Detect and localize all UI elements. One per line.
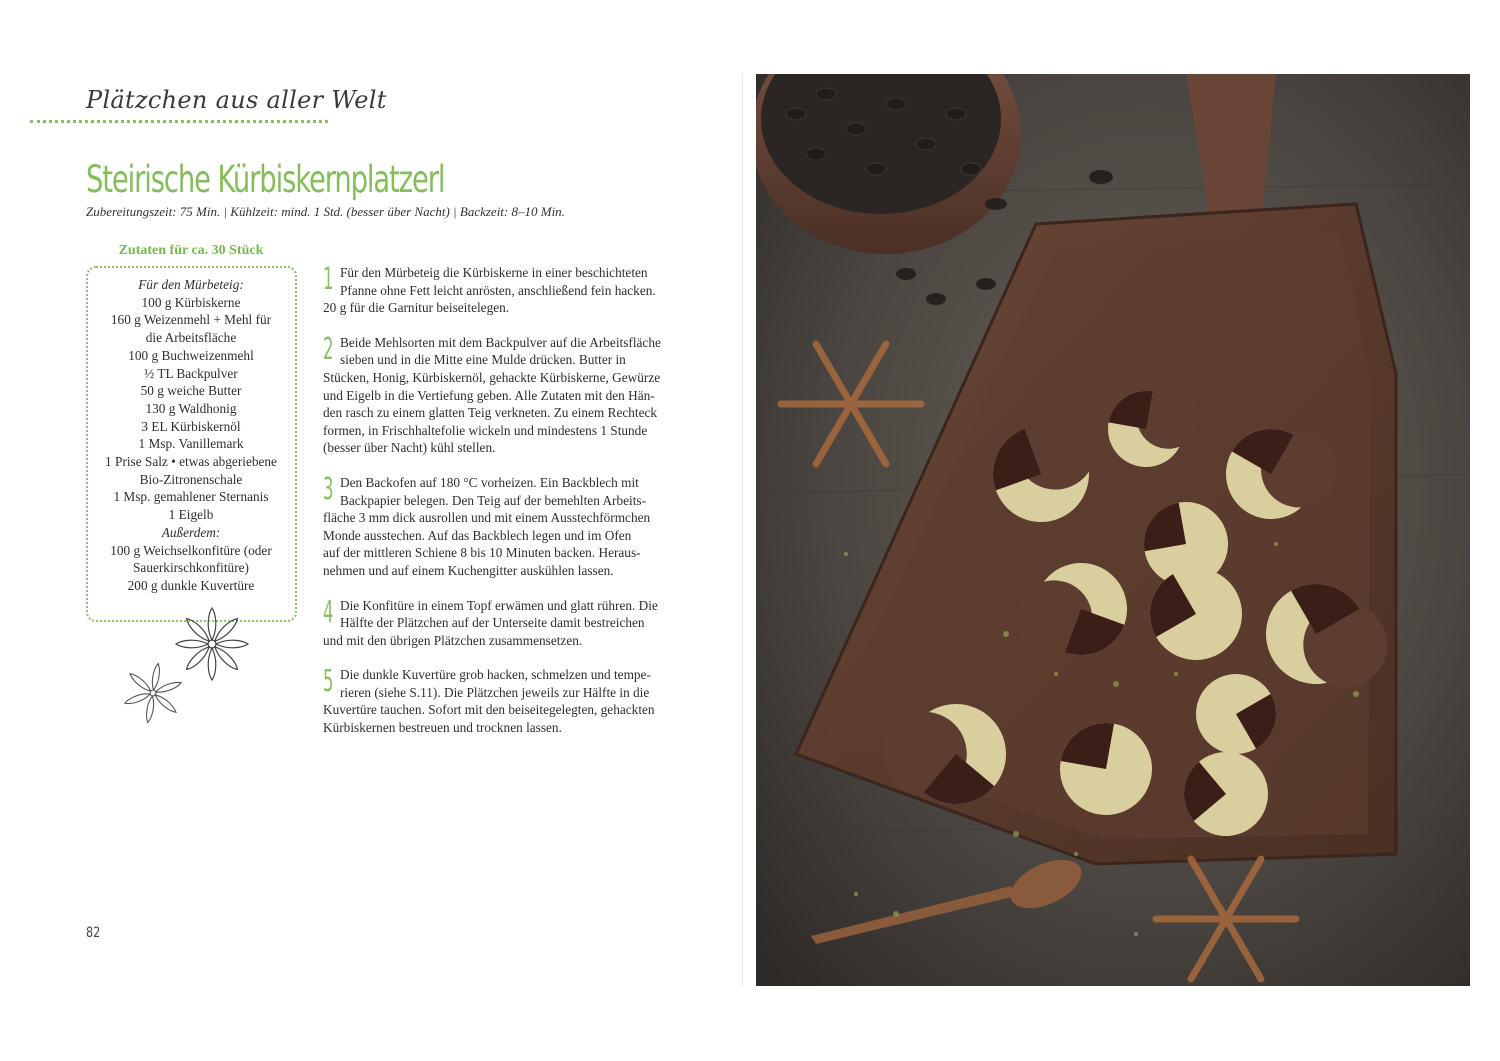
ingredient-item: 1 Msp. gemahlener Sternanis <box>113 489 269 505</box>
ingredient-item: 160 g Weizenmehl + Mehl für <box>110 312 272 328</box>
step-3 <box>323 471 689 580</box>
ingredient-item: 50 g weiche Butter <box>140 383 242 399</box>
step-line: formen, in Frischhaltefolie wickeln und mindestens 1 Stunde <box>323 422 648 438</box>
step-line: rieren (siehe S.11). Die Plätzchen jeweils zur Hälfte in die <box>340 684 650 700</box>
ingredients-list <box>90 276 292 595</box>
left-page <box>0 0 742 1061</box>
ingredient-item: 1 Prise Salz • etwas abgeriebene <box>105 454 277 470</box>
section-header: Plätzchen aus aller Welt <box>86 86 387 114</box>
step-line: und mit den übrigen Plätzchen zusammensetzen. <box>323 632 583 648</box>
recipe-photo <box>756 74 1470 986</box>
step-line: und Eigelb in die Vertiefung geben. Alle Zutaten mit den Hän- <box>323 387 655 403</box>
step-text <box>323 471 689 580</box>
star-anise-icon <box>120 660 186 726</box>
step-line: 20 g für die Garnitur beiseitelegen. <box>323 300 510 316</box>
step-line: Für den Mürbeteig die Kürbiskerne in einer beschichteten <box>340 265 648 280</box>
step-1 <box>323 264 689 317</box>
ingredient-item: 3 EL Kürbiskernöl <box>141 418 241 434</box>
step-number: 4 <box>323 594 334 630</box>
step-line: Die dunkle Kuvertüre grob hacken, schmelzen und tempe- <box>340 667 651 683</box>
ingredient-item: 130 g Waldhonig <box>145 400 237 416</box>
step-line: (besser über Nacht) kühl stellen. <box>323 440 496 456</box>
step-2 <box>323 331 689 457</box>
step-line: Kürbiskernen bestreuen und trocknen lassen. <box>323 720 562 736</box>
ingredient-item: Sauerkirschkonfitüre) <box>133 560 249 576</box>
ingredient-item: Bio-Zitronenschale <box>139 471 243 487</box>
book-gutter <box>742 74 743 986</box>
step-line: Beide Mehlsorten mit dem Backpulver auf die Arbeitsfläche <box>340 334 661 350</box>
step-number: 3 <box>323 471 334 507</box>
instructions <box>323 264 689 737</box>
step-text <box>323 264 689 317</box>
ingredient-item: 200 g dunkle Kuvertüre <box>127 577 255 593</box>
ingredient-item: ½ TL Backpulver <box>144 365 238 381</box>
step-line: fläche 3 mm dick ausrollen und mit einem Ausstechförmchen <box>323 510 651 526</box>
step-line: Monde ausstechen. Auf das Backblech legen und im Ofen <box>323 527 632 543</box>
step-line: Die Konfitüre in einem Topf erwämen und glatt rühren. Die <box>340 597 658 613</box>
ingredient-item: die Arbeitsfläche <box>145 330 237 346</box>
ingredients-heading: Zutaten für ca. 30 Stück <box>118 243 264 258</box>
ingredient-group-label: Für den Mürbeteig: <box>138 277 244 292</box>
ingredient-item: 100 g Buchweizenmehl <box>128 347 254 363</box>
step-line: Den Backofen auf 180 °C vorheizen. Ein Backblech mit <box>340 474 639 490</box>
step-number: 2 <box>323 331 334 367</box>
step-text <box>323 666 689 736</box>
step-line: Backpapier belegen. Den Teig auf der bemehlten Arbeits- <box>340 492 647 508</box>
step-line: Kuvertüre tauchen. Sofort mit den beiseitegelegten, gehackten <box>323 702 655 718</box>
page-number: 82 <box>86 925 101 941</box>
step-4 <box>323 594 689 650</box>
step-line: den rasch zu einem glatten Teig verkneten. Zu einem Rechteck <box>323 405 658 421</box>
step-number: 5 <box>323 664 334 700</box>
step-line: sieben und in die Mitte eine Mulde drücken. Butter in <box>340 352 626 368</box>
section-divider <box>30 120 328 123</box>
ingredient-item: 1 Msp. Vanillemark <box>138 436 244 452</box>
step-text <box>323 594 689 650</box>
photo-illustration <box>756 74 1470 986</box>
step-line: Hälfte der Plätzchen auf der Unterseite damit bestreichen <box>340 615 645 631</box>
ingredient-item: 100 g Kürbiskerne <box>141 294 241 310</box>
step-5 <box>323 666 689 736</box>
step-line: Pfanne ohne Fett leicht anrösten, anschließend fein hacken. <box>340 282 656 298</box>
ingredient-item: 100 g Weichselkonfitüre (oder <box>110 542 272 558</box>
ingredient-group-label: Außerdem: <box>161 524 221 540</box>
step-line: auf der mittleren Schiene 8 bis 10 Minuten backen. Heraus- <box>323 545 641 561</box>
recipe-meta: Zubereitungszeit: 75 Min. | Kühlzeit: mind. 1 Std. (besser über Nacht) | Backzeit: 8–10 Min. <box>86 204 565 219</box>
ingredient-item: 1 Eigelb <box>168 507 214 523</box>
recipe-title: Steirische Kürbiskernplatzerl <box>86 158 445 201</box>
step-number: 1 <box>323 262 334 297</box>
step-text <box>323 331 689 457</box>
step-line: nehmen und auf einem Kuchengitter auskühlen lassen. <box>323 562 614 578</box>
step-line: Stücken, Honig, Kürbiskernöl, gehackte Kürbiskerne, Gewürze <box>323 369 661 385</box>
